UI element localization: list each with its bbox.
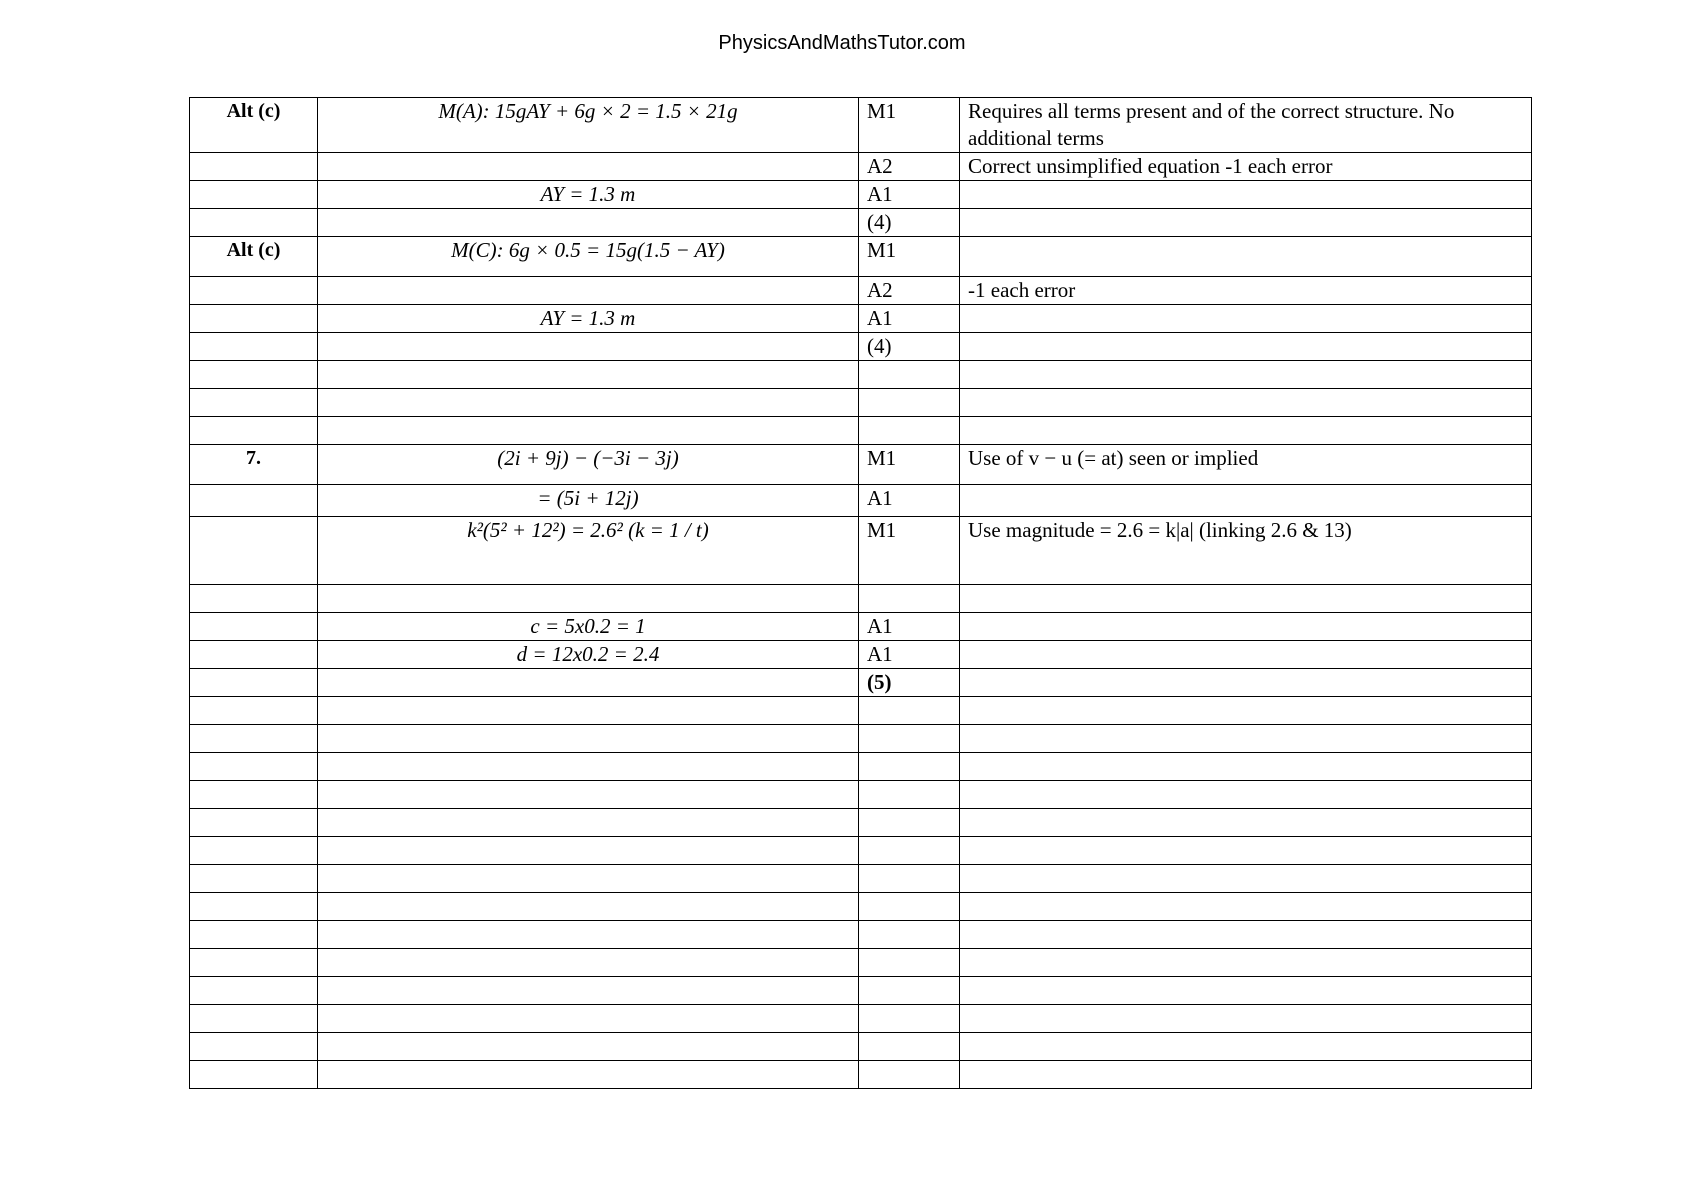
note-cell: Use magnitude = 2.6 = k|a| (linking 2.6 & 13) xyxy=(960,517,1532,585)
table-row xyxy=(190,98,1532,153)
working-cell xyxy=(318,417,859,445)
mark-cell: (5) xyxy=(859,669,960,697)
table-row xyxy=(190,181,1532,209)
mark-cell xyxy=(859,1005,960,1033)
note-cell xyxy=(960,753,1532,781)
note-cell xyxy=(960,333,1532,361)
working-cell xyxy=(318,753,859,781)
note-cell xyxy=(960,669,1532,697)
working-cell: M(A): 15gAY + 6g × 2 = 1.5 × 21g xyxy=(318,98,859,153)
question-cell xyxy=(190,585,318,613)
note-cell xyxy=(960,237,1532,277)
note-cell: -1 each error xyxy=(960,277,1532,305)
table-row xyxy=(190,781,1532,809)
working-cell xyxy=(318,361,859,389)
mark-cell: (4) xyxy=(859,333,960,361)
table-row xyxy=(190,921,1532,949)
mark-cell: (4) xyxy=(859,209,960,237)
question-cell xyxy=(190,865,318,893)
working-cell xyxy=(318,809,859,837)
mark-cell xyxy=(859,725,960,753)
note-cell xyxy=(960,585,1532,613)
note-cell xyxy=(960,1033,1532,1061)
mark-cell xyxy=(859,921,960,949)
table-row xyxy=(190,641,1532,669)
question-cell xyxy=(190,153,318,181)
question-cell xyxy=(190,781,318,809)
working-cell xyxy=(318,333,859,361)
mark-cell xyxy=(859,417,960,445)
mark-cell xyxy=(859,893,960,921)
question-cell xyxy=(190,641,318,669)
note-cell xyxy=(960,209,1532,237)
mark-cell xyxy=(859,865,960,893)
working-cell xyxy=(318,837,859,865)
note-cell xyxy=(960,641,1532,669)
note-cell xyxy=(960,613,1532,641)
mark-cell xyxy=(859,585,960,613)
question-cell xyxy=(190,209,318,237)
table-row xyxy=(190,1033,1532,1061)
table-row xyxy=(190,237,1532,277)
site-header: PhysicsAndMathsTutor.com xyxy=(718,32,966,54)
note-cell xyxy=(960,949,1532,977)
working-cell: = (5i + 12j) xyxy=(318,485,859,517)
question-cell: 7. xyxy=(190,445,318,485)
note-cell: Use of v − u (= at) seen or implied xyxy=(960,445,1532,485)
note-cell xyxy=(960,893,1532,921)
mark-cell xyxy=(859,1061,960,1089)
question-cell xyxy=(190,613,318,641)
table-row xyxy=(190,809,1532,837)
working-cell: (2i + 9j) − (−3i − 3j) xyxy=(318,445,859,485)
table-row xyxy=(190,613,1532,641)
note-cell xyxy=(960,865,1532,893)
table-row xyxy=(190,517,1532,585)
table-row xyxy=(190,893,1532,921)
mark-cell: A1 xyxy=(859,613,960,641)
mark-cell xyxy=(859,1033,960,1061)
note-cell xyxy=(960,837,1532,865)
mark-cell xyxy=(859,389,960,417)
table-row xyxy=(190,1005,1532,1033)
working-cell xyxy=(318,781,859,809)
note-cell xyxy=(960,781,1532,809)
table-row xyxy=(190,445,1532,485)
table-row xyxy=(190,697,1532,725)
working-cell xyxy=(318,893,859,921)
table-row xyxy=(190,389,1532,417)
note-cell xyxy=(960,1005,1532,1033)
table-row xyxy=(190,865,1532,893)
working-cell xyxy=(318,209,859,237)
note-cell xyxy=(960,305,1532,333)
table-row xyxy=(190,585,1532,613)
question-cell xyxy=(190,361,318,389)
note-cell xyxy=(960,697,1532,725)
mark-cell: A1 xyxy=(859,181,960,209)
question-cell xyxy=(190,277,318,305)
table-row xyxy=(190,277,1532,305)
question-cell xyxy=(190,517,318,585)
mark-cell: M1 xyxy=(859,98,960,153)
mark-cell: M1 xyxy=(859,237,960,277)
working-cell xyxy=(318,585,859,613)
table-row xyxy=(190,361,1532,389)
table-row xyxy=(190,417,1532,445)
working-cell xyxy=(318,921,859,949)
note-cell xyxy=(960,181,1532,209)
mark-scheme-table xyxy=(189,97,1532,1089)
table-row xyxy=(190,153,1532,181)
note-cell xyxy=(960,389,1532,417)
note-cell xyxy=(960,977,1532,1005)
table-row xyxy=(190,485,1532,517)
working-cell xyxy=(318,977,859,1005)
note-cell xyxy=(960,725,1532,753)
question-cell xyxy=(190,181,318,209)
question-cell xyxy=(190,389,318,417)
working-cell: AY = 1.3 m xyxy=(318,305,859,333)
question-cell xyxy=(190,333,318,361)
table-row xyxy=(190,1061,1532,1089)
working-cell: c = 5x0.2 = 1 xyxy=(318,613,859,641)
mark-cell xyxy=(859,837,960,865)
working-cell: AY = 1.3 m xyxy=(318,181,859,209)
working-cell xyxy=(318,153,859,181)
note-cell xyxy=(960,485,1532,517)
note-cell xyxy=(960,361,1532,389)
mark-cell xyxy=(859,361,960,389)
note-cell: Requires all terms present and of the correct structure. No additional terms xyxy=(960,98,1532,153)
working-cell xyxy=(318,1005,859,1033)
question-cell xyxy=(190,809,318,837)
mark-cell: M1 xyxy=(859,517,960,585)
mark-cell: A2 xyxy=(859,277,960,305)
working-cell xyxy=(318,1033,859,1061)
question-cell xyxy=(190,893,318,921)
mark-cell xyxy=(859,977,960,1005)
question-cell xyxy=(190,753,318,781)
question-cell xyxy=(190,305,318,333)
table-row xyxy=(190,333,1532,361)
working-cell xyxy=(318,697,859,725)
note-cell: Correct unsimplified equation -1 each error xyxy=(960,153,1532,181)
mark-cell: A1 xyxy=(859,485,960,517)
mark-cell: A1 xyxy=(859,641,960,669)
mark-cell: M1 xyxy=(859,445,960,485)
mark-cell xyxy=(859,753,960,781)
working-cell xyxy=(318,1061,859,1089)
question-cell xyxy=(190,1005,318,1033)
mark-cell: A1 xyxy=(859,305,960,333)
working-cell xyxy=(318,669,859,697)
question-cell xyxy=(190,837,318,865)
note-cell xyxy=(960,921,1532,949)
note-cell xyxy=(960,417,1532,445)
mark-cell xyxy=(859,781,960,809)
table-row xyxy=(190,949,1532,977)
question-cell xyxy=(190,1061,318,1089)
question-cell xyxy=(190,949,318,977)
question-cell: Alt (c) xyxy=(190,237,318,277)
table-row xyxy=(190,305,1532,333)
question-cell xyxy=(190,725,318,753)
question-cell: Alt (c) xyxy=(190,98,318,153)
working-cell: d = 12x0.2 = 2.4 xyxy=(318,641,859,669)
mark-cell xyxy=(859,809,960,837)
table-row xyxy=(190,725,1532,753)
working-cell: M(C): 6g × 0.5 = 15g(1.5 − AY) xyxy=(318,237,859,277)
question-cell xyxy=(190,485,318,517)
working-cell: k²(5² + 12²) = 2.6² (k = 1 / t) xyxy=(318,517,859,585)
working-cell xyxy=(318,865,859,893)
working-cell xyxy=(318,949,859,977)
mark-cell xyxy=(859,949,960,977)
mark-cell: A2 xyxy=(859,153,960,181)
question-cell xyxy=(190,697,318,725)
table-row xyxy=(190,977,1532,1005)
note-cell xyxy=(960,809,1532,837)
working-cell xyxy=(318,277,859,305)
table-row xyxy=(190,753,1532,781)
working-cell xyxy=(318,389,859,417)
note-cell xyxy=(960,1061,1532,1089)
question-cell xyxy=(190,977,318,1005)
question-cell xyxy=(190,921,318,949)
question-cell xyxy=(190,417,318,445)
table-row xyxy=(190,837,1532,865)
mark-cell xyxy=(859,697,960,725)
working-cell xyxy=(318,725,859,753)
question-cell xyxy=(190,669,318,697)
table-row xyxy=(190,209,1532,237)
question-cell xyxy=(190,1033,318,1061)
table-row xyxy=(190,669,1532,697)
